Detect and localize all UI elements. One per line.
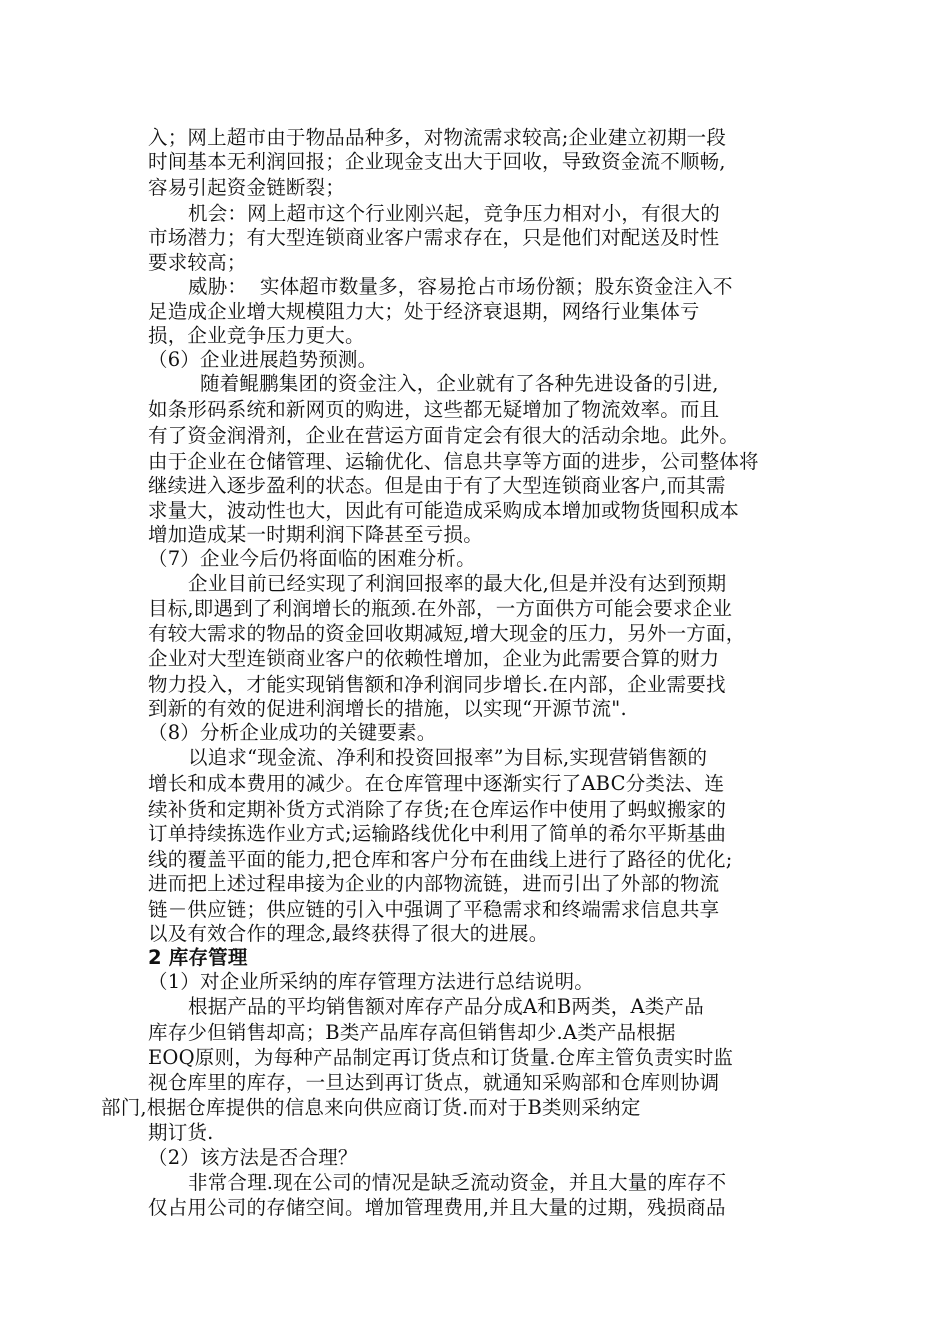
- text-line: 物力投入，才能实现销售额和净利润同步增长.在内部，企业需要找: [148, 673, 726, 696]
- section-subheading: （7）企业今后仍将面临的困难分析。: [148, 547, 476, 570]
- text-line: 部门,根据仓库提供的信息来向供应商订货.而对于B类则采纳定: [101, 1096, 641, 1119]
- text-line: 威胁： 实体超市数量多，容易抢占市场份额；股东资金注入不: [188, 275, 733, 298]
- text-line: 由于企业在仓储管理、运输优化、信息共享等方面的进步，公司整体将: [148, 450, 759, 473]
- text-line: 非常合理.现在公司的情况是缺乏流动资金，并且大量的库存不: [188, 1171, 727, 1194]
- text-line: 企业对大型连锁商业客户的依赖性增加，企业为此需要合算的财力: [148, 647, 720, 670]
- text-line: EOQ原则，为每种产品制定再订货点和订货量.仓库主管负责实时监: [148, 1046, 734, 1069]
- text-line: 期订货.: [148, 1121, 214, 1144]
- text-line: 增长和成本费用的减少。在仓库管理中逐渐实行了ABC分类法、连: [148, 772, 725, 795]
- text-line: 链－供应链；供应链的引入中强调了平稳需求和终端需求信息共享: [148, 898, 720, 921]
- text-line: 如条形码系统和新网页的购进，这些都无疑增加了物流效率。而且: [148, 398, 720, 421]
- text-line: 继续进入逐步盈利的状态。但是由于有了大型连锁商业客户,而其需: [148, 474, 726, 497]
- text-line: 入；网上超市由于物品品种多，对物流需求较高;企业建立初期一段: [148, 126, 727, 149]
- text-line: 随着鲲鹏集团的资金注入，企业就有了各种先进设备的引进,: [200, 372, 719, 395]
- text-line: 以追求“现金流、净利和投资回报率”为目标,实现营销售额的: [188, 746, 708, 769]
- text-line: 有较大需求的物品的资金回收期减短,增大现金的压力，另外一方面，: [148, 622, 746, 645]
- text-line: 根据产品的平均销售额对库存产品分成A和B两类，A类产品: [188, 995, 704, 1018]
- text-line: 目标,即遇到了利润增长的瓶颈.在外部，一方面供方可能会要求企业: [148, 597, 733, 620]
- text-line: 有了资金润滑剂，企业在营运方面肯定会有很大的活动余地。此外。: [148, 424, 740, 447]
- text-line: 机会：网上超市这个行业刚兴起，竞争压力相对小，有很大的: [188, 202, 720, 225]
- text-line: 市场潜力；有大型连锁商业客户需求存在，只是他们对配送及时性: [148, 226, 720, 249]
- text-line: 损，企业竞争压力更大。: [148, 324, 365, 347]
- text-line: 时间基本无利润回报；企业现金支出大于回收，导致资金流不顺畅,: [148, 150, 726, 173]
- text-line: 以及有效合作的理念,最终获得了很大的进展。: [148, 922, 549, 945]
- section-subheading: （8）分析企业成功的关键要素。: [148, 721, 437, 744]
- text-line: 足造成企业增大规模阻力大；处于经济衰退期，网络行业集体亏: [148, 300, 700, 323]
- text-line: 进而把上述过程串接为企业的内部物流链，进而引出了外部的物流: [148, 872, 720, 895]
- text-line: 续补货和定期补货方式消除了存货;在仓库运作中使用了蚂蚁搬家的: [148, 798, 727, 821]
- text-line: 订单持续拣选作业方式;运输路线优化中利用了简单的希尔平斯基曲: [148, 822, 727, 845]
- text-line: 仅占用公司的存储空间。增加管理费用,并且大量的过期，残损商品: [148, 1196, 726, 1219]
- text-line: 企业目前已经实现了利润回报率的最大化,但是并没有达到预期: [188, 572, 727, 595]
- section-heading: 2 库存管理: [148, 946, 248, 969]
- text-line: 增加造成某一时期利润下降甚至亏损。: [148, 523, 483, 546]
- text-line: 库存少但销售却高；B类产品库存高但销售却少.A类产品根据: [148, 1021, 676, 1044]
- text-line: 容易引起资金链断裂；: [148, 176, 346, 199]
- text-line: 要求较高；: [148, 251, 247, 274]
- section-subheading: （6）企业进展趋势预测。: [148, 348, 378, 371]
- text-line: 视仓库里的库存，一旦达到再订货点，就通知采购部和仓库则协调: [148, 1071, 720, 1094]
- section-subheading: （2）该方法是否合理？: [148, 1146, 358, 1169]
- text-line: 线的覆盖平面的能力,把仓库和客户分布在曲线上进行了路径的优化;: [148, 848, 733, 871]
- text-line: 求量大，波动性也大，因此有可能造成采购成本增加或物货囤积成本: [148, 499, 740, 522]
- section-subheading: （1）对企业所采纳的库存管理方法进行总结说明。: [148, 970, 595, 993]
- text-line: 到新的有效的促进利润增长的措施，以实现“开源节流".: [148, 697, 627, 720]
